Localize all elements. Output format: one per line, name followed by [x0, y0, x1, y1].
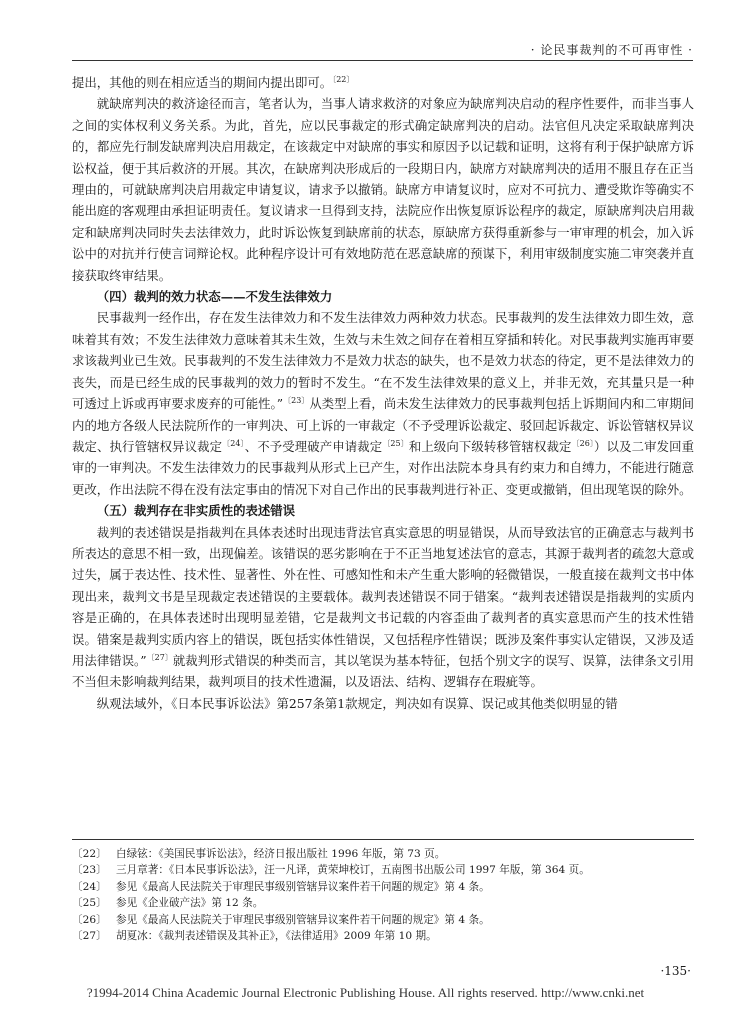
footnote-item — [72, 928, 694, 944]
paragraph-continuation: 提出，其他的则在相应适当的期间内提出即可。$^{〔22〕}$ — [72, 74, 355, 90]
footnote-text: 参见《最高人民法院关于审理民事级别管辖异议案件若干问题的规定》第 4 条。 — [116, 880, 490, 893]
section-heading-5: （五）裁判存在非实质性的表述错误 — [96, 503, 296, 519]
footnote-number: 〔27〕 — [72, 930, 107, 943]
paragraph-expression-error: 裁判的表述错误是指裁判在具体表述时出现违背法官真实意思的明显错误，从而导致法官的正确意志与裁判书所表达的意思不相一致，出现偏差。该错误的恶劣影响在于不正当地复述法官的意志，其源于裁判者的疏忽大意或过失，属于表达性、技术性、显著性、外在性、可感知性和未产生重大影响的轻微错误，一般直接在裁判文书中体现出来，裁判文书是呈现裁定表述错误的主要载体。裁判表述错误不同于错案。“裁判表述错误是指裁判的实质内容是正确的，在具体表述时出现明显差错，它是裁判文书记载的内容歪曲了裁判者的真实意思而产生的技术性错误。错案是裁判实质内容上的错误，既包括实体性错误，又包括程序性错误；既涉及案件事实认定错误，又涉及适用法律错误。”$^{〔27〕}$就裁判形式错误的种类而言，其以笔误为基本特征，包括个别文字的误写、误算，法律条文引用不当但未影响裁判结果，裁判项目的技术性遗漏，以及语法、结构、逻辑存在瑕疵等。 — [72, 524, 695, 690]
footnote-ref-23[interactable]: 〔23〕 — [283, 395, 310, 405]
footnote-number: 〔23〕 — [72, 864, 107, 877]
footnotes — [72, 846, 694, 944]
footnote-text: 参见《最高人民法院关于审理民事级别管辖异议案件若干问题的规定》第 4 条。 — [116, 913, 490, 926]
footnote-item — [72, 846, 694, 862]
journal-running-title: · 论民事裁判的不可再审性 · — [530, 43, 693, 57]
footnote-ref-22[interactable]: 〔22〕 — [332, 74, 355, 84]
copyright-watermark: ?1994-2014 China Academic Journal Electronic Publishing House. All rights reserved. http://www.cnki.net — [86, 985, 645, 1000]
footnote-item — [72, 862, 694, 878]
footnote-ref-25[interactable]: 〔25〕 — [382, 438, 409, 448]
footnote-number: 〔26〕 — [72, 913, 107, 926]
footnote-ref-24[interactable]: 〔24〕 — [222, 438, 245, 448]
paragraph-foreign-law: 纵观法域外，《日本民事诉讼法》第257条第1款规定，判决如有误算、误记或其他类似明显的错 — [96, 695, 618, 711]
paragraph-default-judgment-remedy: 就缺席判决的救济途径而言，笔者认为，当事人请求救济的对象应为缺席判决启动的程序性要件，而非当事人之间的实体权利义务关系。为此，首先，应以民事裁定的形式确定缺席判决的启动。法官但凡决定采取缺席判决的，都应先行制发缺席判决启用裁定，在该裁定中对缺席的事实和原因予以记载和证明，这将有利于保护缺席方诉讼权益，便于其后救济的开展。其次，在缺席判决形成后的一段期日内，缺席方对缺席判决的适用不服且存在正当理由的，可就缺席判决启用裁定申请复议，请求予以撤销。缺席方申请复议时，应对不可抗力、遭受欺诈等确实不能出庭的客观理由承担证明责任。复议请求一旦得到支持，法院应作出恢复原诉讼程序的裁定，原缺席判决启用裁定和缺席判决同时失去法律效力，此时诉讼恢复到缺席前的状态，原缺席方获得重新参与一审审理的机会，加入诉讼中的对抗并行使言词辩论权。此种程序设计可有效地防范在恶意缺席的预谋下，利用审级制度实施二审突袭并直接获取终审结果。 — [72, 96, 694, 283]
footnote-item — [72, 895, 694, 911]
footnote-ref-26[interactable]: 〔26〕 — [571, 438, 595, 448]
footnote-item — [72, 879, 694, 895]
section-heading-4: （四）裁判的效力状态——不发生法律效力 — [96, 289, 333, 305]
page-number: ·135· — [660, 964, 691, 978]
footnote-number: 〔24〕 — [72, 880, 107, 893]
article-body — [72, 72, 694, 714]
footnote-divider — [72, 839, 694, 840]
footnote-number: 〔22〕 — [72, 848, 107, 860]
footnote-text: 参见《企业破产法》第 12 条。 — [116, 897, 264, 910]
paragraph-effect-state: 民事裁判一经作出，存在发生法律效力和不发生法律效力两种效力状态。民事裁判的发生法律效力即生效，意味着其有效；不发生法律效力意味着其未生效，生效与未生效之间存在着相互穿插和转化。对民事裁判实施再审要求该裁判业已生效。民事裁判的不发生法律效力不是效力状态的缺失，也不是效力状态的待定，更不是法律效力的丧失，而是已经生成的民事裁判的效力的暂时不发生。“在不发生法律效果的意义上，并非无效，充其量只是一种可透过上诉或再审要求废弃的可能性。”$^{〔23〕}$从类型上看，尚未发生法律效力的民事裁判包括上诉期间内和二审期间内的地方各级人民法院所作的一审判决、可上诉的一审裁定（不予受理诉讼裁定、驳回起诉裁定、诉讼管辖权异议裁定、执行管辖权异议裁定$^{〔24〕}$、不予受理破产申请裁定$^{〔25〕}$和上级向下级转移管辖权裁定$^{〔26〕}$）以及二审发回重审的一审判决。不发生法律效力的民事裁判从形式上已产生，对作出法院本身具有约束力和自缚力，不能进行随意更改，作出法院不得在没有法定事由的情况下对自己作出的民事裁判进行补正、变更或撤销，但出现笔误的除外。 — [72, 310, 695, 497]
footnote-text: 白绿铉：《美国民事诉讼法》，经济日报出版社 1996 年版，第 73 页。 — [116, 848, 446, 860]
running-header — [72, 40, 693, 61]
footnote-item — [72, 912, 694, 928]
footnote-text: 胡夏冰：《裁判表述错误及其补正》，《法律适用》2009 年第 10 期。 — [116, 930, 437, 943]
footnote-text: 三月章著：《日本民事诉讼法》，汪一凡译，黄荣坤校订，五南图书出版公司 1997 年版，第 364 页。 — [116, 864, 590, 877]
footnote-ref-27[interactable]: 〔27〕 — [146, 652, 173, 662]
footnote-number: 〔25〕 — [72, 897, 107, 910]
